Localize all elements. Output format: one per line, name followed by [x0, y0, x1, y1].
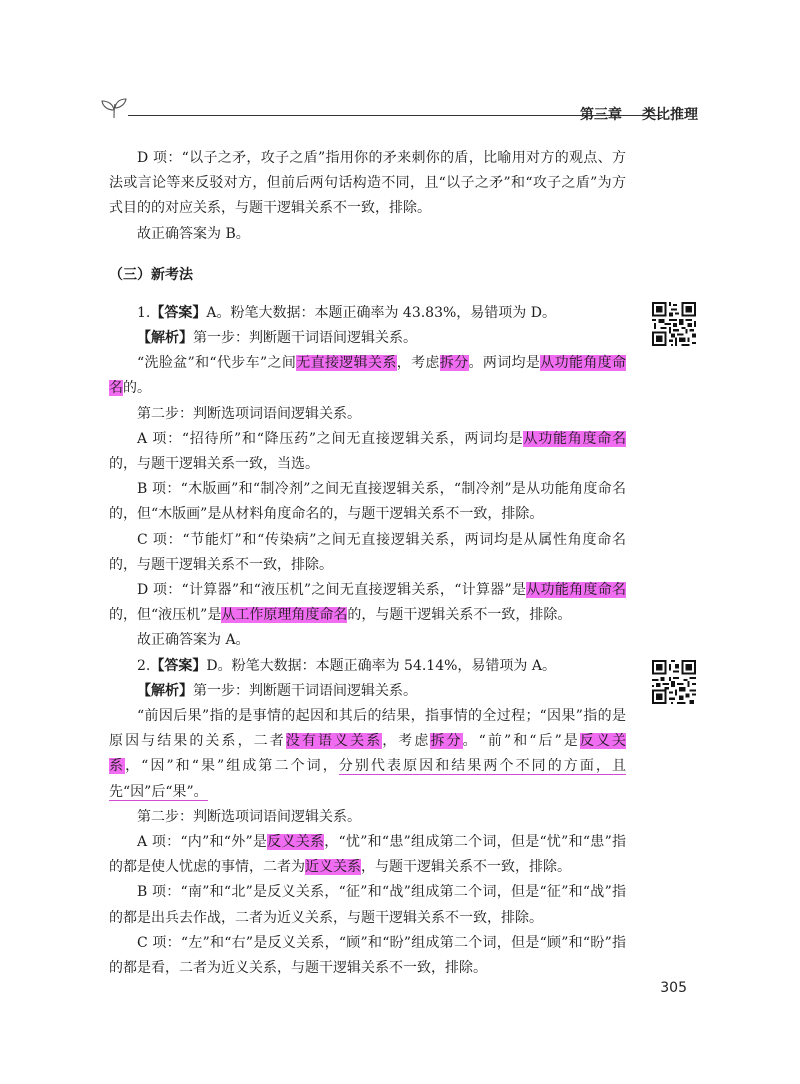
- q2-step1-detail: [109, 704, 626, 805]
- text-run: “洗脸盆”和“代步车”之间: [137, 355, 297, 372]
- highlight: 反义关系: [267, 834, 325, 851]
- text-run: 的。: [123, 380, 151, 397]
- analysis-tag: 【解析】: [137, 330, 193, 347]
- text-run: D 项：“计算器”和“液压机”之间无直接逻辑关系，“计算器”是: [137, 582, 527, 599]
- q2-analysis-text: 第一步：判断题干词语间逻辑关系。: [193, 682, 417, 699]
- text-run: ，考虑: [382, 733, 431, 750]
- q1-analysis: [109, 326, 626, 351]
- text-run: ，与题干逻辑关系不一致，排除。: [361, 859, 571, 876]
- paragraph-answer-b: 故正确答案为 B。: [137, 225, 250, 242]
- highlight: 从功能角度命名: [109, 355, 627, 397]
- page-body: [109, 146, 626, 981]
- highlight: 从工作原理角度命名: [221, 607, 348, 624]
- q1-step1-detail: [109, 351, 626, 401]
- q1-answer: [109, 301, 626, 326]
- text-run: 的，与题干逻辑关系不一致，排除。: [347, 607, 572, 624]
- q2-option-b: B 项：“南”和“北”是反义关系，“征”和“战”组成第二个词，但是“征”和“战”指的都是出兵去作战，二者为近义关系，与题干逻辑关系不一致，排除。: [109, 884, 626, 926]
- sprout-icon: [98, 96, 132, 120]
- q2-step2: 第二步：判断选项词语间逻辑关系。: [137, 808, 361, 825]
- chapter-number: 第三章: [580, 107, 622, 123]
- text-run: 的，但“液压机”是: [109, 607, 222, 624]
- text-run: 。“前”和“后”是: [462, 733, 580, 750]
- q1-option-a: [109, 427, 626, 477]
- qr-code-icon[interactable]: [652, 660, 696, 704]
- text-run: A 项：“内”和“外”是: [137, 834, 268, 851]
- q2-answer: [109, 654, 626, 679]
- q1-number: 1.: [137, 304, 151, 321]
- highlight: 没有语义关系: [285, 733, 383, 750]
- highlight: 拆分: [439, 355, 469, 372]
- highlight: 无直接逻辑关系: [296, 355, 397, 372]
- paragraph-option-d: D 项：“以子之矛，攻子之盾”指用你的矛来刺你的盾，比喻用对方的观点、方法或言论等来反驳对方，但前后两句话构造不同，且“以子之矛”和“攻子之盾”为方式目的的对应关系，与题干逻辑关系不一致，排除。: [109, 150, 626, 217]
- section-heading: （三）新考法: [109, 266, 193, 283]
- q2-number: 2.: [137, 657, 151, 674]
- answer-tag: 【答案】: [150, 657, 207, 674]
- q2-analysis: [109, 679, 626, 704]
- q2-answer-text: D。粉笔大数据：本题正确率为 54.14%，易错项为 A。: [206, 657, 556, 674]
- text-run: 。两词均是: [468, 355, 541, 372]
- chapter-title: 类比推理: [642, 107, 698, 123]
- q1-conclusion: 故正确答案为 A。: [137, 632, 250, 649]
- text-run: “前因后果”指的是事情的起因和其后的结果，指事情的全过程；“因果”指的是原因与结果的关系，二者: [109, 708, 626, 750]
- highlight: 从功能角度命名: [523, 430, 626, 447]
- analysis-tag: 【解析】: [137, 682, 193, 699]
- q2-option-c: C 项：“左”和“右”是反义关系，“顾”和“盼”组成第二个词，但是“顾”和“盼”指的都是看，二者为近义关系，与题干逻辑关系不一致，排除。: [109, 934, 626, 977]
- qr-code-icon[interactable]: [652, 302, 696, 346]
- text-run: ，“忧”和“患”组成第二个词，但是“忧”和“患”指的都是使人忧虑的事情，二者为: [109, 834, 627, 876]
- highlight: 拆分: [430, 733, 463, 750]
- chapter-label: [580, 104, 698, 124]
- running-header: [98, 94, 702, 134]
- q1-option-b: B 项：“木版画”和“制冷剂”之间无直接逻辑关系，“制冷剂”是从功能角度命名的，但“木版画”是从材料角度命名的，与题干逻辑关系不一致，排除。: [109, 481, 626, 523]
- text-run: 的，与题干逻辑关系一致，当选。: [109, 456, 319, 473]
- text-run: ，“因”和“果”组成第二个词，: [125, 758, 339, 775]
- q1-option-d: [109, 578, 626, 628]
- q1-step2: 第二步：判断选项词语间逻辑关系。: [137, 405, 361, 422]
- text-run: A 项：“招待所”和“降压药”之间无直接逻辑关系，两词均是: [137, 430, 524, 447]
- q1-option-c: C 项：“节能灯”和“传染病”之间无直接逻辑关系，两词均是从属性角度命名的，与题干逻辑关系不一致，排除。: [109, 531, 626, 573]
- q2-option-a: [109, 830, 626, 880]
- answer-tag: 【答案】: [150, 304, 207, 321]
- page-number: 305: [660, 980, 687, 996]
- highlight: 反义关系: [109, 733, 627, 775]
- highlight: 从功能角度命名: [526, 582, 626, 599]
- text-run: ，考虑: [396, 355, 440, 372]
- highlight: 近义关系: [305, 859, 361, 876]
- q1-analysis-text: 第一步：判断题干词语间逻辑关系。: [193, 330, 417, 347]
- q1-answer-text: A。粉笔大数据：本题正确率为 43.83%，易错项为 D。: [206, 304, 556, 321]
- underline: 分别代表原因和结果两个不同的方面，且先“因”后“果”。: [109, 758, 626, 800]
